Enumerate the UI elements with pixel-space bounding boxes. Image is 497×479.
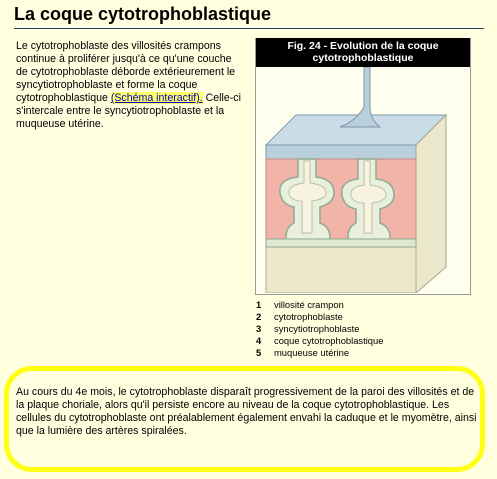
legend-number: 5 bbox=[256, 347, 262, 358]
figure-legend bbox=[256, 299, 383, 359]
legend-item bbox=[256, 347, 383, 359]
legend-label: cytotrophoblaste bbox=[274, 311, 343, 322]
legend-number: 3 bbox=[256, 323, 262, 334]
cytotrophoblastic-shell bbox=[266, 239, 416, 247]
page-title: La coque cytotrophoblastique bbox=[14, 4, 484, 29]
legend-label: coque cytotrophoblastique bbox=[274, 335, 384, 346]
legend-item bbox=[256, 323, 383, 335]
intro-text-after: Celle-ci s'intercale entre le syncytiotrophoblaste et la muqueuse utérine. bbox=[16, 92, 241, 130]
block-side-face bbox=[416, 115, 446, 293]
legend-label: syncytiotrophoblaste bbox=[274, 323, 360, 334]
legend-label: villosité crampon bbox=[274, 299, 344, 310]
intro-paragraph bbox=[16, 40, 244, 131]
legend-item bbox=[256, 311, 383, 323]
chorionic-plate bbox=[266, 145, 416, 159]
legend-number: 2 bbox=[256, 311, 262, 322]
uterine-mucosa bbox=[266, 243, 416, 293]
legend-label: muqueuse utérine bbox=[274, 347, 350, 358]
figure-illustration bbox=[256, 67, 470, 293]
bottom-paragraph: Au cours du 4e mois, le cytotrophoblaste disparaît progressivement de la paroi des villosités et de la plaque choriale, alors qu'il persiste encore au niveau de la coque cytotrophoblastique. Les cellules du cytotrophoblaste ont préalablement également envahi la caduque et le myomètre, ainsi que la lumière des artères spiralées. bbox=[16, 386, 477, 437]
figure-panel bbox=[255, 38, 471, 295]
legend-item bbox=[256, 299, 383, 311]
intro-text: Le cytotrophoblaste des villosités crampons continue à proliférer jusqu'à ce qu'une couche de cytotrophoblaste déborde extérieurement le syncytiotrophoblaste et forme la coque cytotrophoblastique bbox=[16, 40, 236, 104]
legend-number: 1 bbox=[256, 299, 262, 310]
legend-number: 4 bbox=[256, 335, 262, 346]
legend-item bbox=[256, 335, 383, 347]
interactive-schema-link[interactable]: (Schéma interactif). bbox=[110, 92, 203, 104]
figure-title: Fig. 24 - Evolution de la coque cytotrophoblastique bbox=[256, 38, 470, 67]
